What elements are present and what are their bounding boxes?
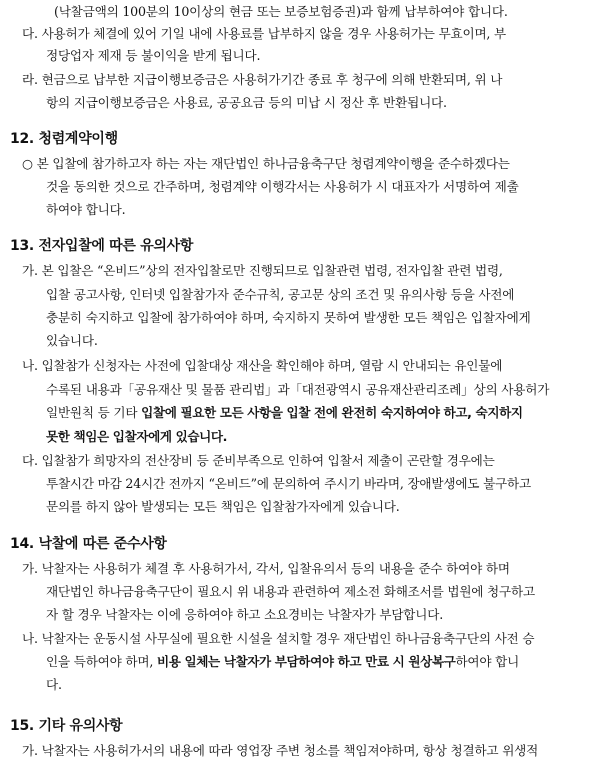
sec11-da-line-1: 다. 사용허가 체결에 있어 기일 내에 사용료를 납부하지 않을 경우 사용허가는 무효이며, 부 xyxy=(22,26,507,41)
sec14-ga-line-2: 재단법인 하나금융축구단이 필요시 위 내용과 관련하여 제소전 화해조서를 법원에 청구하고 xyxy=(46,584,535,599)
sec13-na-line-4-bold: 못한 책임은 입찰자에게 있습니다. xyxy=(46,429,228,444)
sec14-ga-line-1: 가. 낙찰자는 사용허가 체결 후 사용허가서, 각서, 입찰유의서 등의 내용을 준수 하여야 하며 xyxy=(22,561,510,576)
sec13-ga-line-1: 가. 본 입찰은 “온비드”상의 전자입찰로만 진행되므로 입찰관련 법령, 전자입찰 관련 법령, xyxy=(22,263,503,278)
sec11-ra-line-2: 항의 지급이행보증금은 사용료, 공공요금 등의 미납 시 정산 후 반환됩니다. xyxy=(46,95,447,110)
sec13-na-line-1: 나. 입찰참가 신청자는 사전에 입찰대상 재산을 확인해야 하며, 열람 시 안내되는 유인물에 xyxy=(22,358,503,373)
sec12-line-1: ○ 본 입찰에 참가하고자 하는 자는 재단법인 하나금융축구단 청렴계약이행을 준수하겠다는 xyxy=(22,156,510,171)
sec14-ga-line-3: 자 할 경우 낙찰자는 이에 응하여야 하고 소요경비는 낙찰자가 부담합니다. xyxy=(46,607,443,622)
sec12-title: 12. 청렴계약이행 xyxy=(10,131,118,147)
sec13-da-line-1: 다. 입찰참가 희망자의 전산장비 등 준비부족으로 인하여 입찰서 제출이 곤란할 경우에는 xyxy=(22,453,495,468)
sec13-ga-line-4: 있습니다. xyxy=(46,333,98,348)
sec13-da-line-2: 투찰시간 마감 24시간 전까지 “온비드”에 문의하여 주시기 바라며, 장애발생에도 불구하고 xyxy=(46,476,531,491)
sec11-top-tail: (낙찰금액의 100분의 10이상의 현금 또는 보증보험증권)과 함께 납부하여야 합니다. xyxy=(54,4,508,19)
sec15-title: 15. 기타 유의사항 xyxy=(10,718,123,734)
sec11-ra-line-1: 라. 현금으로 납부한 지급이행보증금은 사용허가기간 종료 후 청구에 의해 반환되며, 위 나 xyxy=(22,72,503,87)
sec14-na-line-3: 다. xyxy=(46,677,62,692)
sec15-ga-line-1: 가. 낙찰자는 사용허가서의 내용에 따라 영업장 주변 청소를 책임져야하며, 항상 청결하고 위생적 xyxy=(22,743,539,758)
sec14-na-line-1: 나. 낙찰자는 운동시설 사무실에 필요한 시설을 설치할 경우 재단법인 하나금융축구단의 사전 승 xyxy=(22,631,535,646)
sec13-ga-line-3: 충분히 숙지하고 입찰에 참가하여야 하며, 숙지하지 못하여 발생한 모든 책임은 입찰자에게 xyxy=(46,310,531,325)
sec14-na-line-2-bold: 비용 일체는 낙찰자가 부담하여야 하고 만료 시 원상복구 xyxy=(156,654,456,669)
sec13-na-line-3-bold: 입찰에 필요한 모든 사항을 입찰 전에 완전히 숙지하여야 하고, 숙지하지 xyxy=(141,405,523,420)
sec14-na-line-2-plain-a: 인을 득하여야 하며, xyxy=(46,654,157,669)
sec13-title: 13. 전자입찰에 따른 유의사항 xyxy=(10,238,194,254)
sec12-line-3: 하여야 합니다. xyxy=(46,202,126,217)
sec13-da-line-3: 문의를 하지 않아 발생되는 모든 책임은 입찰참가자에게 있습니다. xyxy=(46,499,400,514)
sec14-na-line-2-plain-b: 하여야 합니 xyxy=(455,654,520,669)
sec12-line-2: 것을 동의한 것으로 간주하며, 청렴계약 이행각서는 사용허가 시 대표자가 서명하여 제출 xyxy=(46,179,519,194)
sec14-title: 14. 낙찰에 따른 준수사항 xyxy=(10,536,167,552)
sec13-ga-line-2: 입찰 공고사항, 인터넷 입찰참가자 준수규칙, 공고문 상의 조건 및 유의사항 등을 사전에 xyxy=(46,287,515,302)
sec13-na-line-2: 수록된 내용과「공유재산 및 물품 관리법」과「대전광역시 공유재산관리조례」상의 사용허가 xyxy=(46,382,550,397)
sec13-na-line-3 xyxy=(46,405,523,421)
sec14-na-line-2 xyxy=(46,654,519,670)
sec11-da-line-2: 정당업자 제재 등 불이익을 받게 됩니다. xyxy=(46,48,261,63)
sec13-na-line-3-plain: 일반원칙 등 기타 xyxy=(46,405,142,420)
